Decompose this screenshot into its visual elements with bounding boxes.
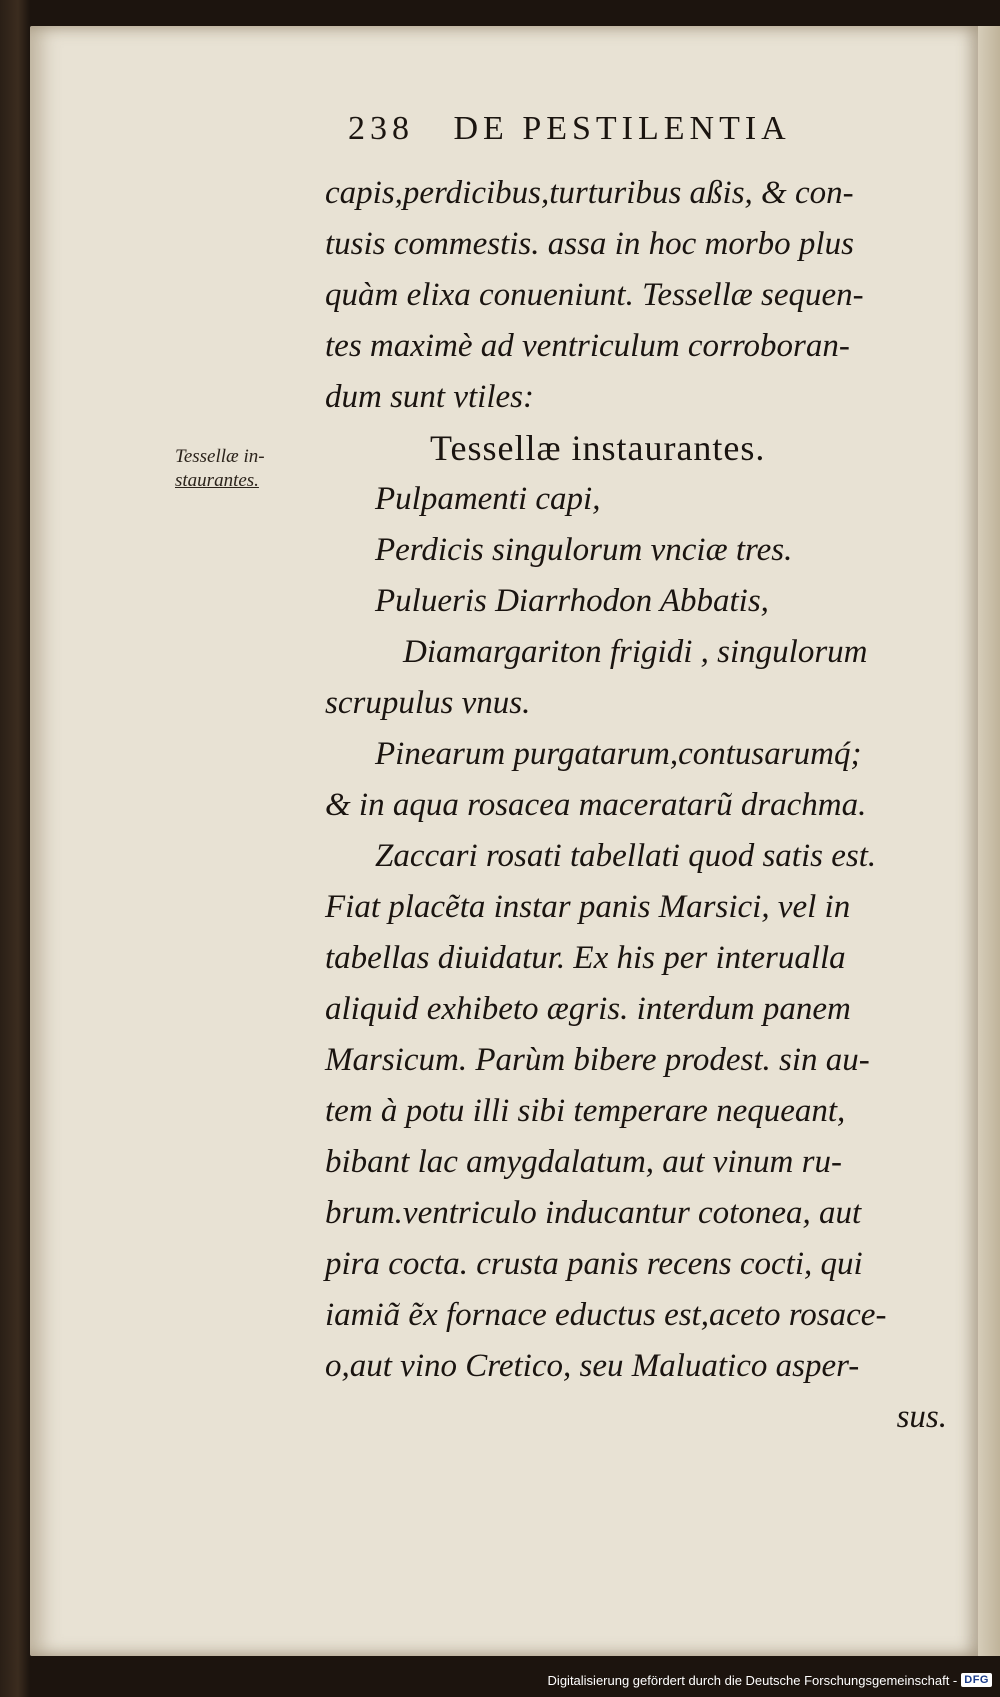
- text-line: tem à potu illi sibi temperare nequeant,: [325, 1093, 846, 1129]
- credit-text: Digitalisierung gefördert durch die Deutsche Forschungsgemeinschaft -: [547, 1672, 958, 1688]
- body-text: [325, 168, 955, 1443]
- text-line: capis,perdicibus,turturibus aßis, & con-: [325, 175, 854, 211]
- text-line: Zaccari rosati tabellati quod satis est.: [375, 838, 877, 874]
- digitization-credit: [548, 1669, 992, 1691]
- marginal-note: [175, 445, 315, 493]
- text-line: quàm elixa conueniunt. Tessellæ sequen-: [325, 277, 864, 313]
- text-line: sus.: [896, 1399, 947, 1435]
- recipe-heading: Tessellæ instaurantes.: [430, 428, 766, 468]
- text-line: iamiã ẽx fornace eductus est,aceto rosace-: [325, 1297, 887, 1333]
- text-line: & in aqua rosacea maceratarũ drachma.: [325, 787, 867, 823]
- text-line: bibant lac amygdalatum, aut vinum ru-: [325, 1144, 842, 1180]
- text-line: aliquid exhibeto ægris. interdum panem: [325, 991, 851, 1027]
- text-line: pira cocta. crusta panis recens cocti, qui: [325, 1246, 863, 1282]
- text-line: scrupulus vnus.: [325, 685, 531, 721]
- text-line: Pulueris Diarrhodon Abbatis,: [375, 583, 769, 619]
- marginal-note-line: Tessellæ in-: [175, 446, 265, 467]
- running-head: [348, 110, 868, 160]
- page-edge: [978, 26, 1000, 1656]
- text-line: dum sunt vtiles:: [325, 379, 534, 415]
- text-line: tes maximè ad ventriculum corroboran-: [325, 328, 850, 364]
- text-line: Perdicis singulorum vnciæ tres.: [375, 532, 793, 568]
- text-line: Marsicum. Parùm bibere prodest. sin au-: [325, 1042, 870, 1078]
- text-line: Pinearum purgatarum,contusarumq́;: [375, 736, 862, 772]
- text-line: tusis commestis. assa in hoc morbo plus: [325, 226, 854, 262]
- text-line: Pulpamenti capi,: [375, 481, 601, 517]
- text-line: Fiat placẽta instar panis Marsici, vel in: [325, 889, 851, 925]
- page-number: 238: [348, 110, 414, 147]
- dfg-logo: DFG: [961, 1673, 992, 1687]
- text-line: brum.ventriculo inducantur cotonea, aut: [325, 1195, 862, 1231]
- marginal-note-line: staurantes.: [175, 470, 259, 491]
- text-line: o,aut vino Cretico, seu Maluatico asper-: [325, 1348, 860, 1384]
- text-line: Diamargariton frigidi , singulorum: [403, 634, 868, 670]
- running-title: DE PESTILENTIA: [453, 110, 791, 147]
- text-line: tabellas diuidatur. Ex his per interualla: [325, 940, 846, 976]
